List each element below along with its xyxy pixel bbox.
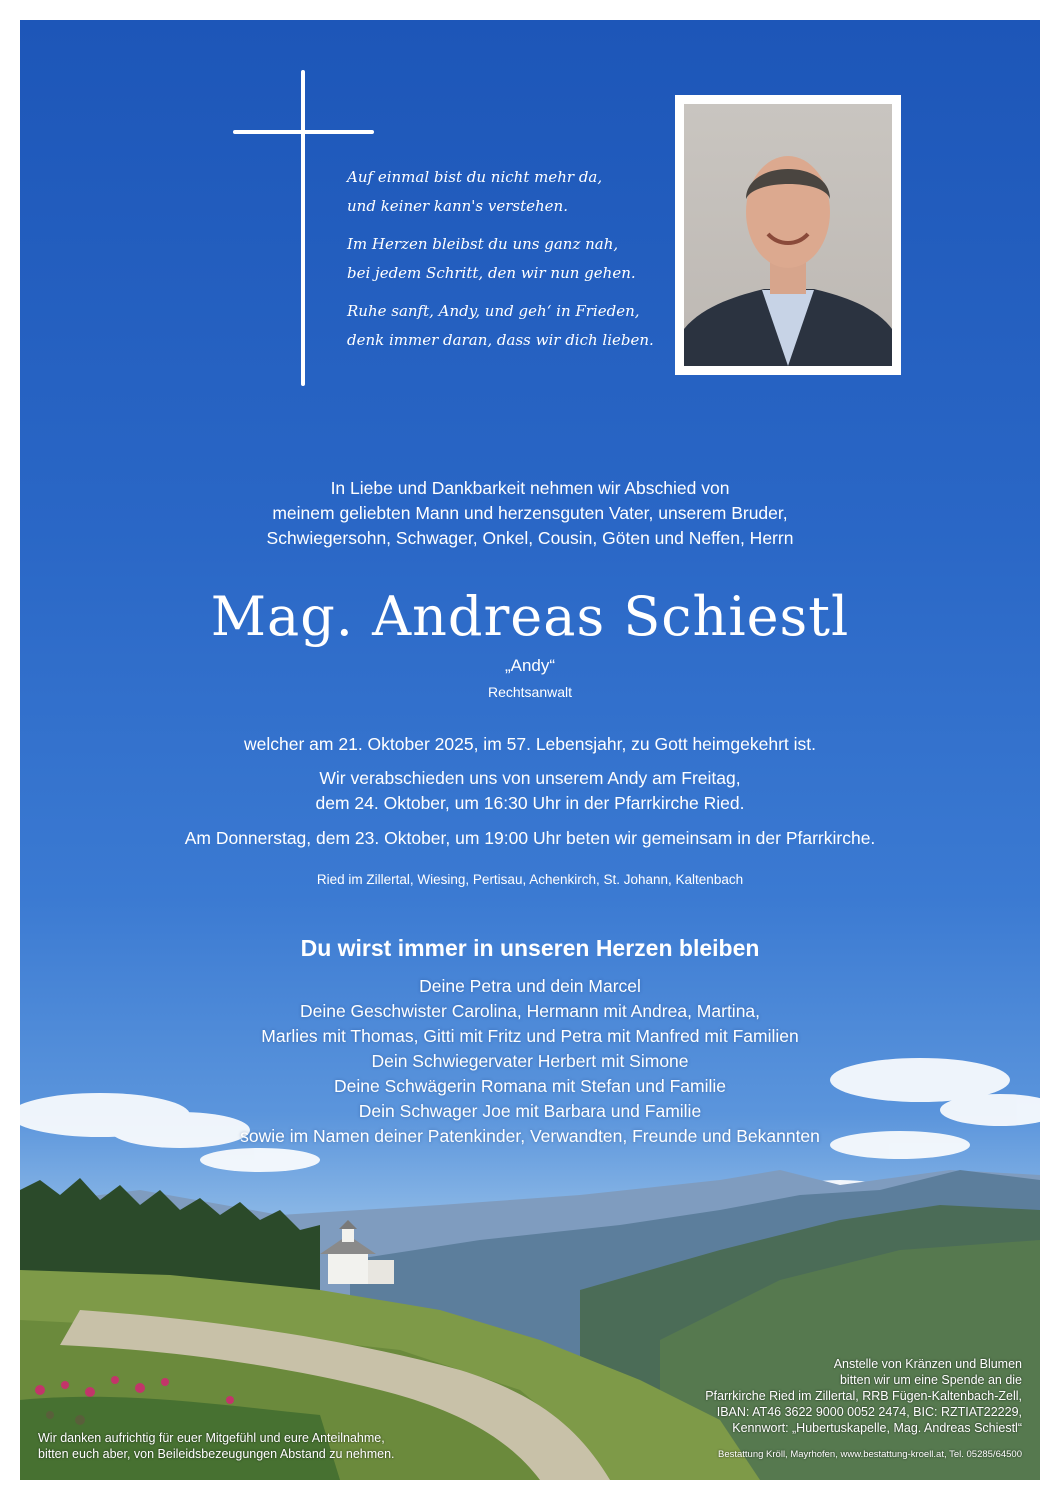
portrait-frame xyxy=(675,95,901,375)
poem-stanza xyxy=(347,163,667,221)
cross-horizontal xyxy=(233,130,374,134)
funeral-info xyxy=(20,766,1040,816)
family-line: Dein Schwager Joe mit Barbara und Familie xyxy=(358,1101,702,1121)
poem-stanza xyxy=(347,230,667,288)
donation-line: Pfarrkirche Ried im Zillertal, RRB Fügen-Kaltenbach-Zell, xyxy=(705,1389,1022,1403)
family-line: sowie im Namen deiner Patenkinder, Verwandten, Freunde und Bekannten xyxy=(240,1126,820,1146)
deceased-profession: Rechtsanwalt xyxy=(487,684,573,700)
prayer-info: Am Donnerstag, dem 23. Oktober, um 19:00 Uhr beten wir gemeinsam in der Pfarrkirche. xyxy=(184,828,876,848)
undertaker-info: Bestattung Kröll, Mayrhofen, www.bestattung-kroell.at, Tel. 05285/64500 xyxy=(717,1449,1022,1460)
thanks-note xyxy=(38,1430,498,1462)
intro-line: In Liebe und Dankbarkeit nehmen wir Abschied von xyxy=(330,478,730,498)
poem xyxy=(347,163,667,364)
poem-line: bei jedem Schritt, den wir nun gehen. xyxy=(347,264,636,282)
family-line: Dein Schwiegervater Herbert mit Simone xyxy=(371,1051,689,1071)
donation-line: IBAN: AT46 3622 9000 0052 2474, BIC: RZTIAT22229, xyxy=(716,1405,1022,1419)
thanks-line: bitten euch aber, von Beileidsbezeugungen Abstand zu nehmen. xyxy=(38,1447,395,1461)
poem-line: denk immer daran, dass wir dich lieben. xyxy=(347,331,654,349)
family-line: Marlies mit Thomas, Gitti mit Fritz und Petra mit Manfred mit Familien xyxy=(261,1026,799,1046)
donation-line: Anstelle von Kränzen und Blumen xyxy=(833,1357,1022,1371)
deceased-nickname: „Andy“ xyxy=(504,656,556,675)
death-notice: welcher am 21. Oktober 2025, im 57. Lebensjahr, zu Gott heimgekehrt ist. xyxy=(244,734,816,754)
donation-line: bitten wir um eine Spende an die xyxy=(839,1373,1022,1387)
poem-line: Im Herzen bleibst du uns ganz nah, xyxy=(347,235,619,253)
deceased-name: Mag. Andreas Schiestl xyxy=(210,585,850,648)
intro-line: Schwiegersohn, Schwager, Onkel, Cousin, Göten und Neffen, Herrn xyxy=(266,528,794,548)
intro-text xyxy=(20,476,1040,551)
funeral-line: dem 24. Oktober, um 16:30 Uhr in der Pfarrkirche Ried. xyxy=(315,793,745,813)
poem-line: Auf einmal bist du nicht mehr da, xyxy=(347,168,603,186)
poem-stanza xyxy=(347,297,667,355)
family-line: Deine Schwägerin Romana mit Stefan und Familie xyxy=(334,1076,726,1096)
family-list xyxy=(20,974,1040,1149)
obituary-card xyxy=(20,20,1040,1480)
donation-line: Kennwort: „Hubertuskapelle, Mag. Andreas Schiestl“ xyxy=(732,1421,1022,1435)
family-line: Deine Geschwister Carolina, Hermann mit Andrea, Martina, xyxy=(299,1001,761,1021)
funeral-line: Wir verabschieden uns von unserem Andy am Freitag, xyxy=(319,768,741,788)
portrait-photo xyxy=(684,104,892,366)
motto-heading: Du wirst immer in unseren Herzen bleiben xyxy=(300,935,760,961)
cross-vertical xyxy=(301,70,305,386)
places: Ried im Zillertal, Wiesing, Pertisau, Achenkirch, St. Johann, Kaltenbach xyxy=(316,872,744,887)
intro-line: meinem geliebten Mann und herzensguten Vater, unserem Bruder, xyxy=(272,503,788,523)
poem-line: und keiner kann's verstehen. xyxy=(347,197,568,215)
family-line: Deine Petra und dein Marcel xyxy=(419,976,641,996)
donation-note xyxy=(582,1356,1022,1436)
thanks-line: Wir danken aufrichtig für euer Mitgefühl und eure Anteilnahme, xyxy=(38,1431,385,1445)
poem-line: Ruhe sanft, Andy, und geh‘ in Frieden, xyxy=(347,302,640,320)
